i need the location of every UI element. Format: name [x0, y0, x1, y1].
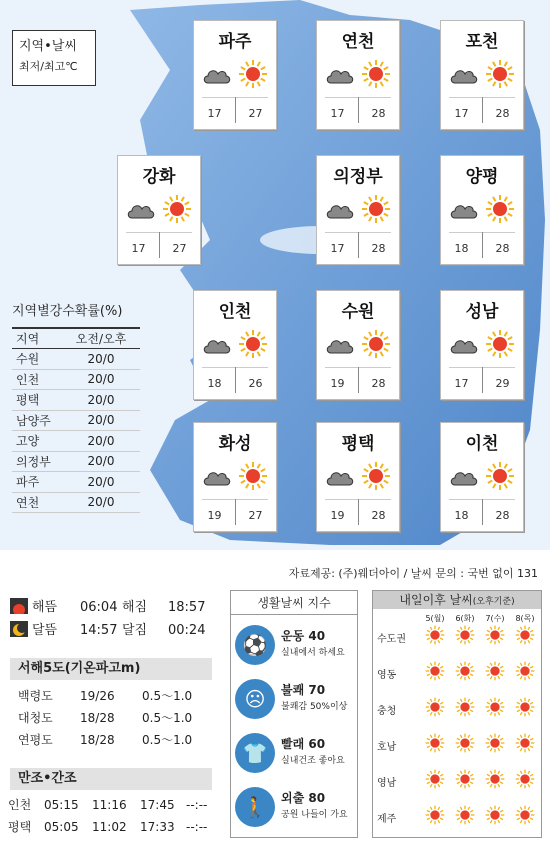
city-card	[440, 422, 524, 532]
sea-row	[18, 730, 218, 750]
city-card	[440, 290, 524, 400]
rain-value: 20/0	[62, 390, 140, 411]
rain-region: 평택	[12, 390, 62, 411]
sun-icon	[361, 59, 391, 89]
sea-wave: 0.5～1.0	[142, 689, 193, 703]
life-index-name: 운동 40	[281, 629, 326, 643]
forecast-day: 5(월)	[425, 614, 445, 623]
rain-value: 20/0	[62, 349, 140, 370]
rain-region: 파주	[12, 472, 62, 493]
sun-icon	[425, 625, 445, 645]
table-row	[12, 451, 140, 472]
sea-row	[18, 708, 218, 728]
sun-icon	[455, 733, 475, 753]
temp-high: 28	[371, 377, 386, 390]
cloud-icon	[325, 335, 355, 355]
laundry-icon: 👕	[235, 733, 275, 773]
sun-icon	[515, 661, 535, 681]
forecast-region: 제주	[377, 814, 397, 825]
sun-icon	[485, 625, 505, 645]
temp-high: 27	[248, 509, 263, 522]
table-row	[12, 472, 140, 493]
city-card	[193, 422, 277, 532]
life-index-desc: 공원 나들이 가요	[281, 810, 348, 820]
table-row	[12, 390, 140, 411]
moonset-time: 00:24	[168, 623, 206, 638]
life-index-item	[235, 785, 353, 829]
sun-icon	[455, 769, 475, 789]
city-name: 의정부	[333, 167, 383, 187]
tide-time: --:--	[186, 798, 208, 812]
city-name: 연천	[341, 32, 375, 52]
sun-icon	[162, 194, 192, 224]
rain-region: 연천	[12, 492, 62, 513]
sun-icon	[455, 625, 475, 645]
city-name: 이천	[465, 434, 499, 454]
sun-icon	[515, 769, 535, 789]
rain-region: 의정부	[12, 451, 62, 472]
forecast-day: 8(목)	[515, 614, 535, 623]
sun-icon	[361, 194, 391, 224]
table-row	[12, 410, 140, 431]
cloud-icon	[449, 65, 479, 85]
tide-time: 11:02	[92, 820, 127, 834]
forecast-day: 7(수)	[485, 614, 505, 623]
temp-high: 27	[248, 107, 263, 120]
moonrise-row	[10, 621, 220, 641]
cloud-icon	[325, 467, 355, 487]
table-row	[12, 349, 140, 370]
life-index-item	[235, 623, 353, 667]
sun-icon	[485, 661, 505, 681]
city-card	[193, 20, 277, 130]
cloud-icon	[449, 335, 479, 355]
forecast-region: 영동	[377, 670, 397, 681]
cloud-icon	[325, 200, 355, 220]
sun-icon	[238, 59, 268, 89]
temp-low: 17	[330, 107, 345, 120]
rain-value: 20/0	[62, 472, 140, 493]
sun-icon	[455, 661, 475, 681]
sea-row	[18, 686, 218, 706]
cloud-icon	[126, 200, 156, 220]
sunrise-time: 06:04	[80, 600, 118, 615]
sun-icon	[238, 461, 268, 491]
rain-region: 남양주	[12, 410, 62, 431]
city-name: 수원	[341, 302, 375, 322]
tide-name: 평택	[8, 820, 32, 834]
life-index-desc: 불쾌감 50%이상	[281, 702, 348, 712]
temp-low: 18	[454, 509, 469, 522]
temp-high: 29	[495, 377, 510, 390]
sun-icon	[485, 461, 515, 491]
cloud-icon	[449, 200, 479, 220]
rain-value: 20/0	[62, 492, 140, 513]
tide-header: 만조•간조	[10, 768, 212, 790]
city-card	[316, 422, 400, 532]
temp-low: 19	[330, 377, 345, 390]
discomfort-icon: ☹	[235, 679, 275, 719]
sea-name: 백령도	[18, 689, 53, 703]
tide-time: 17:45	[140, 798, 175, 812]
city-card	[193, 290, 277, 400]
sea-name: 연평도	[18, 733, 53, 747]
cloud-icon	[202, 335, 232, 355]
temp-high: 26	[248, 377, 263, 390]
sea-header: 서해5도(기온파고m)	[10, 658, 212, 680]
sun-icon	[485, 194, 515, 224]
sun-icon	[515, 733, 535, 753]
sun-icon	[485, 805, 505, 825]
sunrise-icon	[10, 598, 28, 621]
rain-region: 수원	[12, 349, 62, 370]
life-title: 생활날씨 지수	[231, 591, 357, 615]
sun-icon	[425, 769, 445, 789]
city-card	[316, 290, 400, 400]
life-index-name: 빨래 60	[281, 737, 326, 751]
sun-icon	[361, 461, 391, 491]
source-note: 자료제공: (주)웨더아이 / 날씨 문의 : 국번 없이 131	[288, 567, 538, 580]
sea-temp: 18/28	[80, 711, 115, 725]
forecast-region: 수도권	[377, 634, 406, 645]
forecast-region: 호남	[377, 742, 397, 753]
tomorrow-title	[373, 591, 541, 609]
temp-low: 19	[330, 509, 345, 522]
rain-region: 인천	[12, 369, 62, 390]
life-index-panel	[230, 590, 358, 838]
tide-row	[8, 796, 218, 814]
tide-time: 05:15	[44, 798, 79, 812]
sun-icon	[238, 329, 268, 359]
city-name: 평택	[341, 434, 375, 454]
temp-low: 17	[454, 377, 469, 390]
sun-icon	[425, 697, 445, 717]
outing-icon: 🚶	[235, 787, 275, 827]
sea-temp: 19/26	[80, 689, 115, 703]
tide-time: 17:33	[140, 820, 175, 834]
city-card	[316, 155, 400, 265]
moonrise-time: 14:57	[80, 623, 118, 638]
temp-high: 28	[495, 509, 510, 522]
rain-value: 20/0	[62, 431, 140, 452]
sunrise-row	[10, 598, 220, 618]
rain-value: 20/0	[62, 369, 140, 390]
sun-icon	[515, 625, 535, 645]
sun-icon	[425, 661, 445, 681]
table-row	[12, 492, 140, 513]
city-name: 인천	[218, 302, 252, 322]
forecast-day: 6(화)	[455, 614, 475, 623]
sun-icon	[485, 697, 505, 717]
life-index-item	[235, 677, 353, 721]
temp-low: 17	[131, 242, 146, 255]
temp-high: 28	[495, 107, 510, 120]
tomorrow-panel	[372, 590, 542, 838]
rain-title: 지역별강수확률(%)	[12, 304, 123, 319]
forecast-region: 충청	[377, 706, 397, 717]
sun-icon	[515, 697, 535, 717]
rain-col-value: 오전/오후	[62, 328, 140, 349]
exercise-icon: ⚽	[235, 625, 275, 665]
rain-value: 20/0	[62, 410, 140, 431]
tide-name: 인천	[8, 798, 32, 812]
cloud-icon	[449, 467, 479, 487]
sun-icon	[425, 805, 445, 825]
temp-high: 28	[371, 107, 386, 120]
tide-time: 11:16	[92, 798, 127, 812]
city-name: 포천	[465, 32, 499, 52]
sunrise-label: 해뜸	[32, 600, 58, 615]
life-index-name: 외출 80	[281, 791, 326, 805]
temp-high: 27	[172, 242, 187, 255]
sea-name: 대청도	[18, 711, 53, 725]
sun-icon	[361, 329, 391, 359]
life-index-item	[235, 731, 353, 775]
rain-value: 20/0	[62, 451, 140, 472]
temp-low: 17	[207, 107, 222, 120]
city-card	[316, 20, 400, 130]
city-name: 화성	[218, 434, 252, 454]
tide-time: --:--	[186, 820, 208, 834]
forecast-region: 영남	[377, 778, 397, 789]
cloud-icon	[325, 65, 355, 85]
city-name: 파주	[218, 32, 252, 52]
moon-icon	[10, 621, 28, 644]
sun-icon	[515, 805, 535, 825]
rain-col-region: 지역	[12, 328, 62, 349]
sun-icon	[485, 733, 505, 753]
city-name: 강화	[142, 167, 176, 187]
legend-title: 지역•날씨	[19, 39, 77, 54]
sun-icon	[455, 697, 475, 717]
temp-low: 18	[454, 242, 469, 255]
temp-low: 17	[330, 242, 345, 255]
cloud-icon	[202, 65, 232, 85]
legend-unit: 최저/최고℃	[19, 60, 78, 73]
sun-icon	[485, 59, 515, 89]
temp-low: 17	[454, 107, 469, 120]
sun-icon	[485, 329, 515, 359]
city-card	[440, 155, 524, 265]
temp-low: 18	[207, 377, 222, 390]
sun-icon	[485, 769, 505, 789]
city-card	[440, 20, 524, 130]
sun-icon	[425, 733, 445, 753]
temp-high: 28	[495, 242, 510, 255]
sunset-time: 18:57	[168, 600, 206, 615]
sea-wave: 0.5～1.0	[142, 733, 193, 747]
moonrise-label: 달뜸	[32, 623, 58, 638]
table-row	[12, 369, 140, 390]
temp-high: 28	[371, 509, 386, 522]
city-name: 양평	[465, 167, 499, 187]
life-index-name: 불쾌 70	[281, 683, 326, 697]
tide-row	[8, 818, 218, 836]
tide-time: 05:05	[44, 820, 79, 834]
cloud-icon	[202, 467, 232, 487]
city-card	[117, 155, 201, 265]
life-index-desc: 실내건조 좋아요	[281, 756, 345, 766]
map-legend	[12, 30, 96, 86]
temp-low: 19	[207, 509, 222, 522]
life-index-desc: 실내에서 하세요	[281, 648, 345, 658]
sea-temp: 18/28	[80, 733, 115, 747]
temp-high: 28	[371, 242, 386, 255]
rain-table	[12, 327, 140, 513]
tomorrow-title-note: (오후기준)	[472, 597, 515, 607]
tomorrow-title-text: 내일이후 날씨	[399, 593, 473, 607]
moonset-label: 달짐	[122, 623, 148, 638]
city-name: 성남	[465, 302, 499, 322]
sunset-label: 해짐	[122, 600, 148, 615]
rain-probability	[12, 300, 140, 513]
sea-wave: 0.5～1.0	[142, 711, 193, 725]
table-row	[12, 431, 140, 452]
sun-icon	[455, 805, 475, 825]
rain-region: 고양	[12, 431, 62, 452]
